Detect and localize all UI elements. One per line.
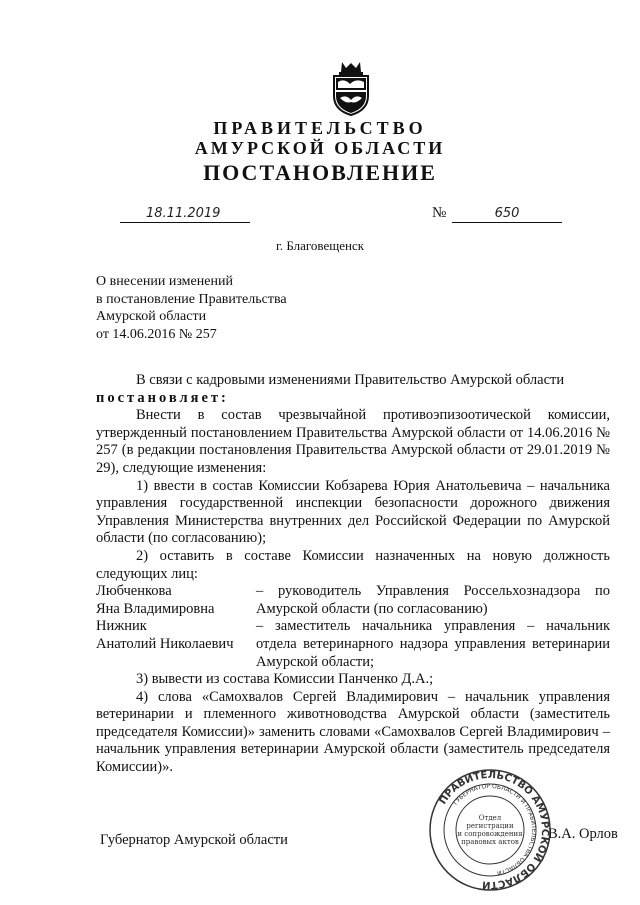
number-sign: № [432, 205, 447, 221]
decree-word: постановляет: [96, 389, 229, 406]
person-position: – заместитель начальника управления – начальник отдела ветеринарного надзора управления ветеринарии Амурской области; [256, 618, 610, 670]
subject-line: Амурской области [96, 309, 207, 324]
person-row [96, 583, 610, 618]
document-subject [96, 273, 287, 343]
person-name [96, 583, 256, 618]
item-3: 3) вывести из состава Комиссии Панченко Д.А.; [136, 671, 434, 688]
item-4: 4) слова «Самохвалов Сергей Владимирович – начальник управления ветеринарии и племенного животноводства Амурской области (заместитель председателя Комиссии)» заменить словами «Самохвалов Сергей Владимирович – начальник управления ветеринарии Амурской области (заместитель председателя Комиссии)». [96, 688, 610, 776]
subject-line: О внесении изменений [96, 274, 233, 289]
stamp-center-line: и сопровождения [457, 830, 523, 838]
document-date [120, 206, 250, 223]
person-surname: Нижник [96, 618, 147, 635]
signatory-title: Губернатор Амурской области [100, 832, 288, 848]
item-2: 2) оставить в составе Комиссии назначенных на новую должность следующих лиц: [96, 547, 610, 582]
official-stamp [428, 768, 552, 892]
document-number: 650 [452, 206, 562, 223]
paragraph-1: Внести в состав чрезвычайной противоэпизоотической комиссии, утвержденный постановлением Правительства Амурской области от 14.06.2016 № 257 (в редакции постановления Правительства Амурской области от 29.01.2019 № 29), следующие изменения: [96, 407, 610, 476]
subject-line: в постановление Правительства [96, 291, 287, 307]
subject-line: от 14.06.2016 № 257 [96, 326, 217, 342]
stamp-center-line: регистрации [466, 822, 514, 830]
stamp-outer-text: ПРАВИТЕЛЬСТВО АМУРСКОЙ ОБЛАСТИ [437, 769, 551, 891]
item-1: 1) ввести в состав Комиссии Кобзарева Юрия Анатольевича – начальника управления государственной инспекции безопасности дорожного движения Управления Министерства внутренних дел Российской Федерации по Амурской области (по согласованию); [96, 477, 610, 547]
header-government: ПРАВИТЕЛЬСТВО [213, 118, 427, 138]
stamp-inner-text: ГУБЕРНАТОР ОБЛАСТИ И ПРАВИТЕЛЬСТВА ОБЛАСТИ [452, 782, 538, 877]
person-given-name: Яна Владимировна [96, 600, 215, 617]
person-row [96, 618, 610, 671]
person-surname: Любченкова [96, 583, 172, 600]
city: г. Благовещенск [275, 238, 365, 253]
person-name [96, 618, 256, 671]
person-position: – руководитель Управления Россельхознадзора по Амурской области (по согласованию) [256, 583, 610, 617]
stamp-center-line: Отдел [478, 814, 502, 822]
header-region: АМУРСКОЙ ОБЛАСТИ [194, 138, 446, 158]
person-given-name: Анатолий Николаевич [96, 635, 234, 652]
document-body [96, 372, 610, 777]
signatory-name: В.А. Орлов [548, 826, 618, 842]
date-value: 18.11.2019 [146, 206, 221, 221]
stamp-center-line: правовых актов [461, 838, 519, 846]
intro-paragraph: В связи с кадровыми изменениями Правительство Амурской области [136, 372, 565, 388]
header-doc-type: ПОСТАНОВЛЕНИЕ [203, 160, 437, 185]
coat-of-arms-emblem [328, 60, 374, 116]
